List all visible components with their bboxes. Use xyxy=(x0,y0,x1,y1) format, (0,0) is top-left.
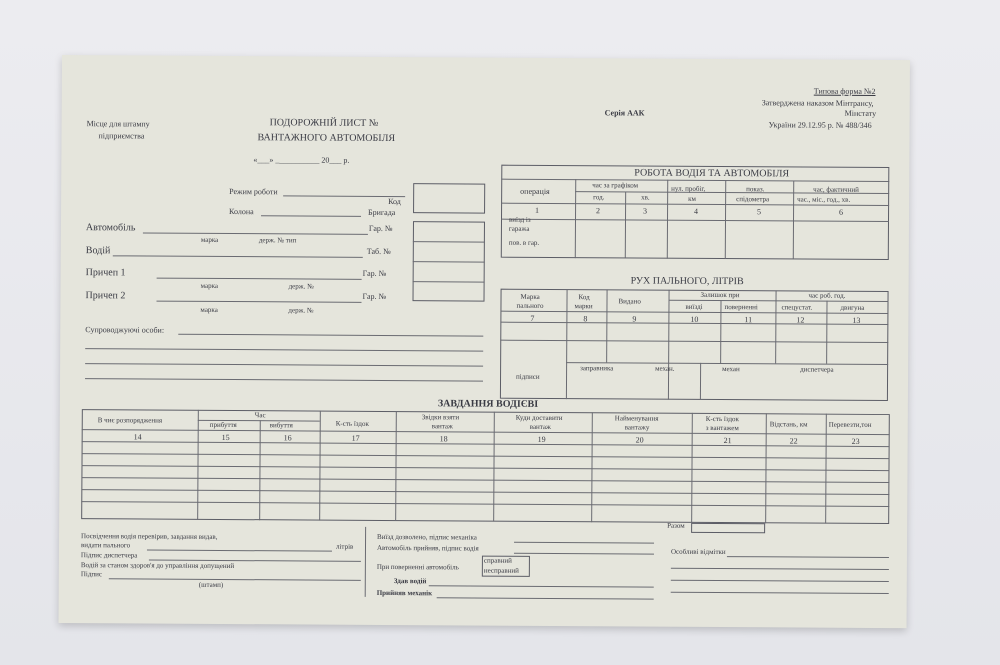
work-row-depart-1: виїзд із xyxy=(508,215,531,224)
code-label: Код xyxy=(388,196,401,207)
work-col-schedule: час за графіком xyxy=(592,181,639,190)
footer-notes-line-4 xyxy=(671,592,889,594)
task-num-17: 17 xyxy=(351,433,360,443)
work-col-actual-1: час, фактичний xyxy=(813,185,859,194)
task-num-23: 23 xyxy=(851,436,860,446)
fuel-num-7: 7 xyxy=(530,313,535,323)
fuel-table-title: РУХ ПАЛЬНОГО, ЛІТРІВ xyxy=(630,275,744,288)
stamp-place-1: Місце для штампу xyxy=(86,119,150,129)
work-num-1: 1 xyxy=(535,205,540,215)
trailer1-label: Причеп 1 xyxy=(85,267,126,279)
footer-divider xyxy=(365,527,366,597)
escort-line-4 xyxy=(85,378,483,381)
fuel-col-brand-1: Марка xyxy=(520,292,540,301)
fuel-num-12: 12 xyxy=(796,315,805,325)
task-col-disposal: В чиє розпорядження xyxy=(97,416,163,425)
task-col-distance: Відстань, км xyxy=(769,420,808,429)
footer-handed-line xyxy=(429,585,654,587)
fuel-col-special: спецустат. xyxy=(781,303,813,312)
work-col-zero-run-2: км xyxy=(688,194,697,203)
column-line xyxy=(261,215,361,217)
task-total-box xyxy=(691,523,765,533)
task-table-title: ЗАВДАННЯ ВОДІЄВІ xyxy=(437,398,539,410)
footer-cert-1: Посвідчення водія перевірив, завдання видав, xyxy=(81,532,218,541)
brigade-label: Бригада xyxy=(368,207,396,218)
work-num-6: 6 xyxy=(839,207,844,217)
trailer2-brand-label: марка xyxy=(200,305,218,314)
work-table-title: РОБОТА ВОДІЯ ТА АВТОМОБІЛЯ xyxy=(634,167,790,180)
footer-on-return: При поверненні автомобіль xyxy=(376,562,459,572)
footer-car-accepted: Автомобіль прийняв, підпис водія xyxy=(376,543,479,553)
code-box xyxy=(413,183,485,213)
task-col-transport: Перевезти,тон xyxy=(828,420,872,429)
task-col-cargo-1: Найменування xyxy=(614,414,659,423)
series-label: Серія ААК xyxy=(604,108,645,118)
task-num-16: 16 xyxy=(283,433,292,443)
fuel-sign-fueler: заправника xyxy=(580,364,614,373)
footer-faulty: несправний xyxy=(483,566,519,575)
footer-litres: літрів xyxy=(335,542,354,551)
escort-label: Супроводжуючі особи: xyxy=(85,325,165,335)
footer-dispatcher-sign: Підпис диспетчера xyxy=(80,551,138,560)
task-num-15: 15 xyxy=(221,432,230,443)
escort-line-3 xyxy=(85,363,483,366)
task-col-trips-1: К-сть їздок xyxy=(705,414,739,424)
form-title-1: ПОДОРОЖНІЙ ЛИСТ № xyxy=(269,117,379,129)
approved-line-3: України 29.12.95 р. № 488/346 xyxy=(768,120,872,130)
trailer1-line xyxy=(157,278,362,280)
work-num-4: 4 xyxy=(694,206,699,216)
work-row-return: пов. в гар. xyxy=(508,238,540,247)
car-gar-label: Гар. № xyxy=(368,223,393,234)
fuel-col-work-time: час роб. год. xyxy=(808,291,846,300)
task-col-to-2: вантаж xyxy=(529,422,551,431)
fuel-col-engine: двигуна xyxy=(840,303,865,312)
escort-line-1 xyxy=(178,334,483,337)
work-row-depart-2: гаража xyxy=(508,224,530,233)
task-col-cargo-2: вантажу xyxy=(624,423,650,432)
car-line xyxy=(143,232,368,234)
form-type: Типова форма №2 xyxy=(813,86,876,96)
footer-cert-2: видати пального xyxy=(80,541,131,550)
fuel-sign-mechanic: механ. xyxy=(655,364,675,373)
mode-label: Режим роботи xyxy=(229,187,278,197)
fuel-col-code-1: Код xyxy=(578,293,590,302)
footer-notes: Особливі відмітки xyxy=(670,547,726,557)
footer-sign-line xyxy=(109,578,361,581)
fuel-col-on-return: поверненні xyxy=(724,303,758,312)
column-label: Колона xyxy=(229,207,254,217)
car-label: Автомобіль xyxy=(85,222,136,234)
task-num-20: 20 xyxy=(635,435,644,445)
fuel-num-11: 11 xyxy=(744,315,753,325)
work-col-speedo-1: показ. xyxy=(746,185,765,194)
fuel-sign-mechanic2: механ xyxy=(722,365,740,374)
car-brand-label: марка xyxy=(200,235,219,244)
driver-line xyxy=(113,255,363,258)
work-col-op: операція xyxy=(520,186,550,196)
escort-line-2 xyxy=(85,348,483,351)
footer-notes-line-2 xyxy=(671,568,889,570)
trailer2-gar-label: Гар. № xyxy=(362,291,387,301)
footer-notes-line-3 xyxy=(671,580,889,582)
fuel-col-on-depart: виїзді xyxy=(685,302,703,311)
task-col-trips-2: з вантажем xyxy=(705,423,739,433)
work-col-zero-run-1: нул. пробіг, xyxy=(671,184,706,193)
trailer2-label: Причеп 2 xyxy=(85,290,126,302)
fuel-num-9: 9 xyxy=(632,314,637,324)
task-col-riders: К-сть їздок xyxy=(335,419,369,428)
task-num-18: 18 xyxy=(439,434,448,444)
footer-exit-line xyxy=(514,542,654,544)
fuel-num-8: 8 xyxy=(583,314,588,324)
fuel-sign-dispatcher: диспетчера xyxy=(800,365,834,374)
mode-line xyxy=(283,195,405,197)
tab-no-label: Таб. № xyxy=(366,246,391,257)
task-col-leave: вибуття xyxy=(269,421,293,430)
work-num-3: 3 xyxy=(643,206,648,216)
trailer2-state-no-label: держ. № xyxy=(288,306,314,315)
work-col-speedo-2: спідометра xyxy=(736,195,770,204)
footer-car-line xyxy=(514,553,654,555)
task-num-19: 19 xyxy=(537,434,546,444)
fuel-num-13: 13 xyxy=(852,315,861,325)
task-col-from-1: Звідки взяти xyxy=(421,413,460,422)
work-col-minutes: хв. xyxy=(641,193,650,202)
task-col-to-1: Куди доставити xyxy=(515,413,563,423)
footer-accepted: Прийняв механік xyxy=(376,588,433,598)
footer-serviceable: справний xyxy=(483,556,512,565)
footer-accepted-line xyxy=(437,597,654,599)
work-num-2: 2 xyxy=(596,206,601,216)
footer-health: Водій за станом здоров'я до управління допущений xyxy=(80,561,235,571)
task-col-time: Час xyxy=(254,411,266,420)
work-num-5: 5 xyxy=(757,207,762,217)
approved-line-2: Мінстату xyxy=(844,108,877,118)
trailer1-state-no-label: держ. № xyxy=(288,282,314,291)
task-num-22: 22 xyxy=(789,436,798,446)
task-num-21: 21 xyxy=(723,436,732,446)
footer-exit-allowed: Виїзд дозволено, підпис механіка xyxy=(377,532,477,542)
footer-notes-line-1 xyxy=(727,556,889,558)
task-col-arrive: прибуття xyxy=(209,420,237,430)
date-line: «___» ___________ 20___ р. xyxy=(253,155,350,165)
form-title-2: ВАНТАЖНОГО АВТОМОБІЛЯ xyxy=(257,132,396,145)
fuel-col-brand-2: пального xyxy=(516,301,544,310)
fuel-num-10: 10 xyxy=(690,314,699,324)
fuel-signatures: підписи xyxy=(516,372,540,381)
trailer2-line xyxy=(156,301,361,303)
driver-label: Водій xyxy=(85,245,111,257)
trailer1-gar-label: Гар. № xyxy=(362,268,387,278)
fuel-col-issued: Видано xyxy=(618,297,641,306)
fuel-col-code-2: марки xyxy=(574,302,593,311)
task-total: Разом xyxy=(667,521,685,530)
car-state-no-label: держ. № тип xyxy=(258,236,297,245)
footer-stamp: (штамп) xyxy=(198,580,224,589)
work-col-hours: год. xyxy=(593,193,605,202)
fuel-vline-6 xyxy=(700,363,701,400)
footer-sign: Підпис xyxy=(80,570,103,579)
approved-line-1: Затверджена наказом Мінтрансу, xyxy=(761,98,874,108)
waybill-form xyxy=(59,55,910,628)
footer-condition-box xyxy=(482,556,530,577)
fuel-col-remain: Залишок при xyxy=(700,290,740,300)
task-num-14: 14 xyxy=(133,432,142,442)
footer-handed: Здав водій xyxy=(393,577,427,586)
work-col-actual-2: час., міс., год., хв. xyxy=(797,195,851,204)
task-col-from-2: вантаж xyxy=(431,422,453,431)
footer-fuel-line xyxy=(147,550,332,552)
stamp-place-2: підприємства xyxy=(98,131,145,141)
trailer1-brand-label: марка xyxy=(200,281,219,290)
